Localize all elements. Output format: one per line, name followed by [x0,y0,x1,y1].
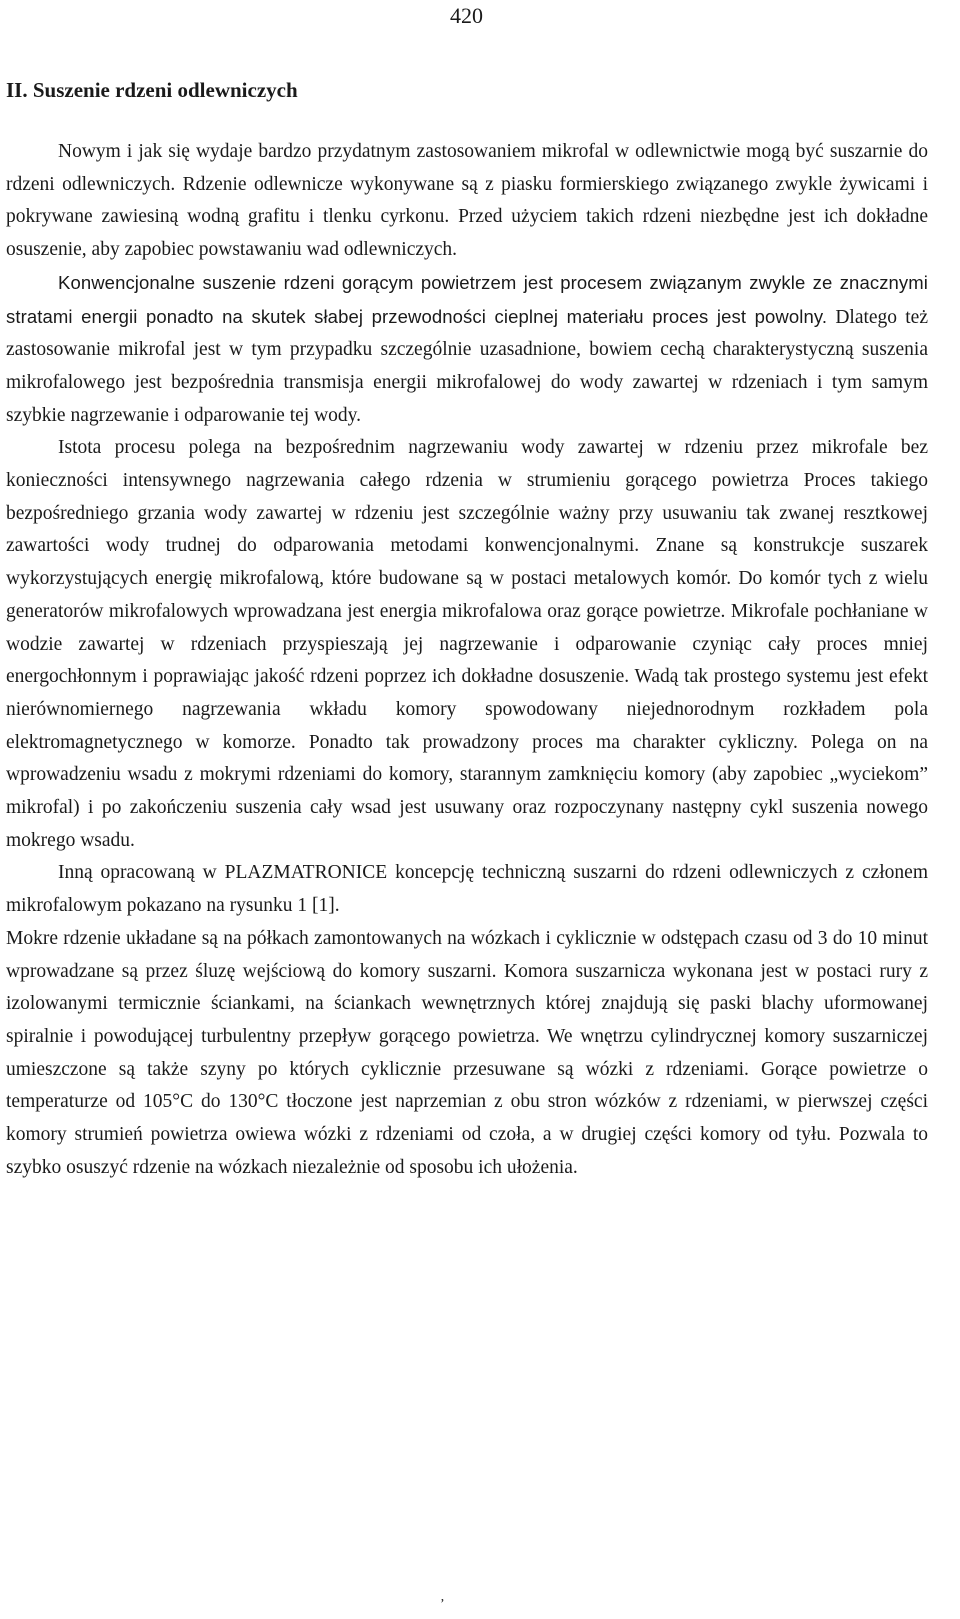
stray-mark: ’ [440,1597,445,1612]
paragraph-2-text-b: Dlatego też zastosowanie mikrofal jest w tym przypadku szczególnie uzasadnione, bowiem cechą charakterystyczną suszenia mikrofalowego jest bezpośrednia transmisja energii mikrofalowej do wody zawartej w rdzeniach i tym samym szybkie nagrzewanie i odparowanie tej wody. [6,306,928,426]
section-heading: II. Suszenie rdzeni odlewniczych [6,78,298,102]
paragraph-5 [6,923,928,1185]
paragraph-1 [6,136,928,267]
paragraph-4-text: Inną opracowaną w PLAZMATRONICE koncepcję techniczną suszarni do rdzeni odlewniczych z członem mikrofalowym pokazano na rysunku 1 [1]. [6,862,928,917]
paragraph-4 [6,857,928,922]
paragraph-2 [6,267,928,433]
paragraph-1-text: Nowym i jak się wydaje bardzo przydatnym zastosowaniem mikrofal w odlewnictwie mogą być suszarnie do rdzeni odlewniczych. Rdzenie odlewnicze wykonywane są z piasku formierskiego związanego zwykle żywicami i pokrywane zawiesiną wodną grafitu i tlenku cyrkonu. Przed użyciem takich rdzeni niezbędne jest ich dokładne osuszenie, aby zapobiec powstawaniu wad odlewniczych. [6,141,928,261]
page-number: 420 [450,3,483,28]
body-text [6,136,928,1185]
paragraph-5-text: Mokre rdzenie układane są na półkach zamontowanych na wózkach i cyklicznie w odstępach czasu od 3 do 10 minut wprowadzane są przez śluzę wejściową do komory suszarni. Komora suszarnicza wykonana jest w postaci rury z izolowanymi termicznie ściankami, na ściankach wewnętrznych której znajdują się paski blachy uformowanej spiralnie i powodującej turbulentny przepływ gorącego powietrza. We wnętrzu cylindrycznej komory suszarniczej umieszczone są także szyny po których cyklicznie przesuwane są wózki z rdzeniami. Gorące powietrze o temperaturze od 105°C do 130°C tłoczone jest naprzemian z obu stron wózków z rdzeniami, w pierwszej części komory strumień powietrza owiewa wózki z rdzeniami od czoła, a w drugiej części komory od tyłu. Pozwala to szybko osuszyć rdzenie na wózkach niezależnie od sposobu ich ułożenia. [6,927,928,1178]
paragraph-2-text-a: Konwencjonalne suszenie rdzeni gorącym powietrzem jest procesem związanym zwykle ze znacznymi stratami energii ponadto na skutek słabej przewodności cieplnej materiału proces jest powolny. [6,271,928,327]
paragraph-3 [6,432,928,857]
paragraph-3-text: Istota procesu polega na bezpośrednim nagrzewaniu wody zawartej w rdzeniu przez mikrofale bez konieczności intensywnego nagrzewania całego rdzenia w strumieniu gorącego powietrza Proces takiego bezpośredniego grzania wody zawartej w rdzeniu jest szczególnie ważny przy usuwaniu tak zwanej resztkowej zawartości wody trudnej do odparowania metodami konwencjonalnymi. Znane są konstrukcje suszarek wykorzystujących energię mikrofalową, które budowane są w postaci metalowych komór. Do komór tych z wielu generatorów mikrofalowych wprowadzana jest energia mikrofalowa oraz gorące powietrze. Mikrofale pochłaniane w wodzie zawartej w rdzeniach przyspieszają jej nagrzewanie i odparowanie czyniąc cały proces mniej energochłonnym i poprawiając jakość rdzeni poprzez ich dokładne dosuszenie. Wadą tak prostego systemu jest efekt nierównomiernego nagrzewania wkładu komory spowodowany niejednorodnym rozkładem pola elektromagnetycznego w komorze. Ponadto tak prowadzony proces ma charakter cykliczny. Polega on na wprowadzeniu wsadu z mokrymi rdzeniami do komory, starannym zamknięciu komory (aby zapobiec „wyciekom” mikrofal) i po zakończeniu suszenia cały wsad jest usuwany oraz rozpoczynany następny cykl suszenia nowego mokrego wsadu. [6,437,928,851]
